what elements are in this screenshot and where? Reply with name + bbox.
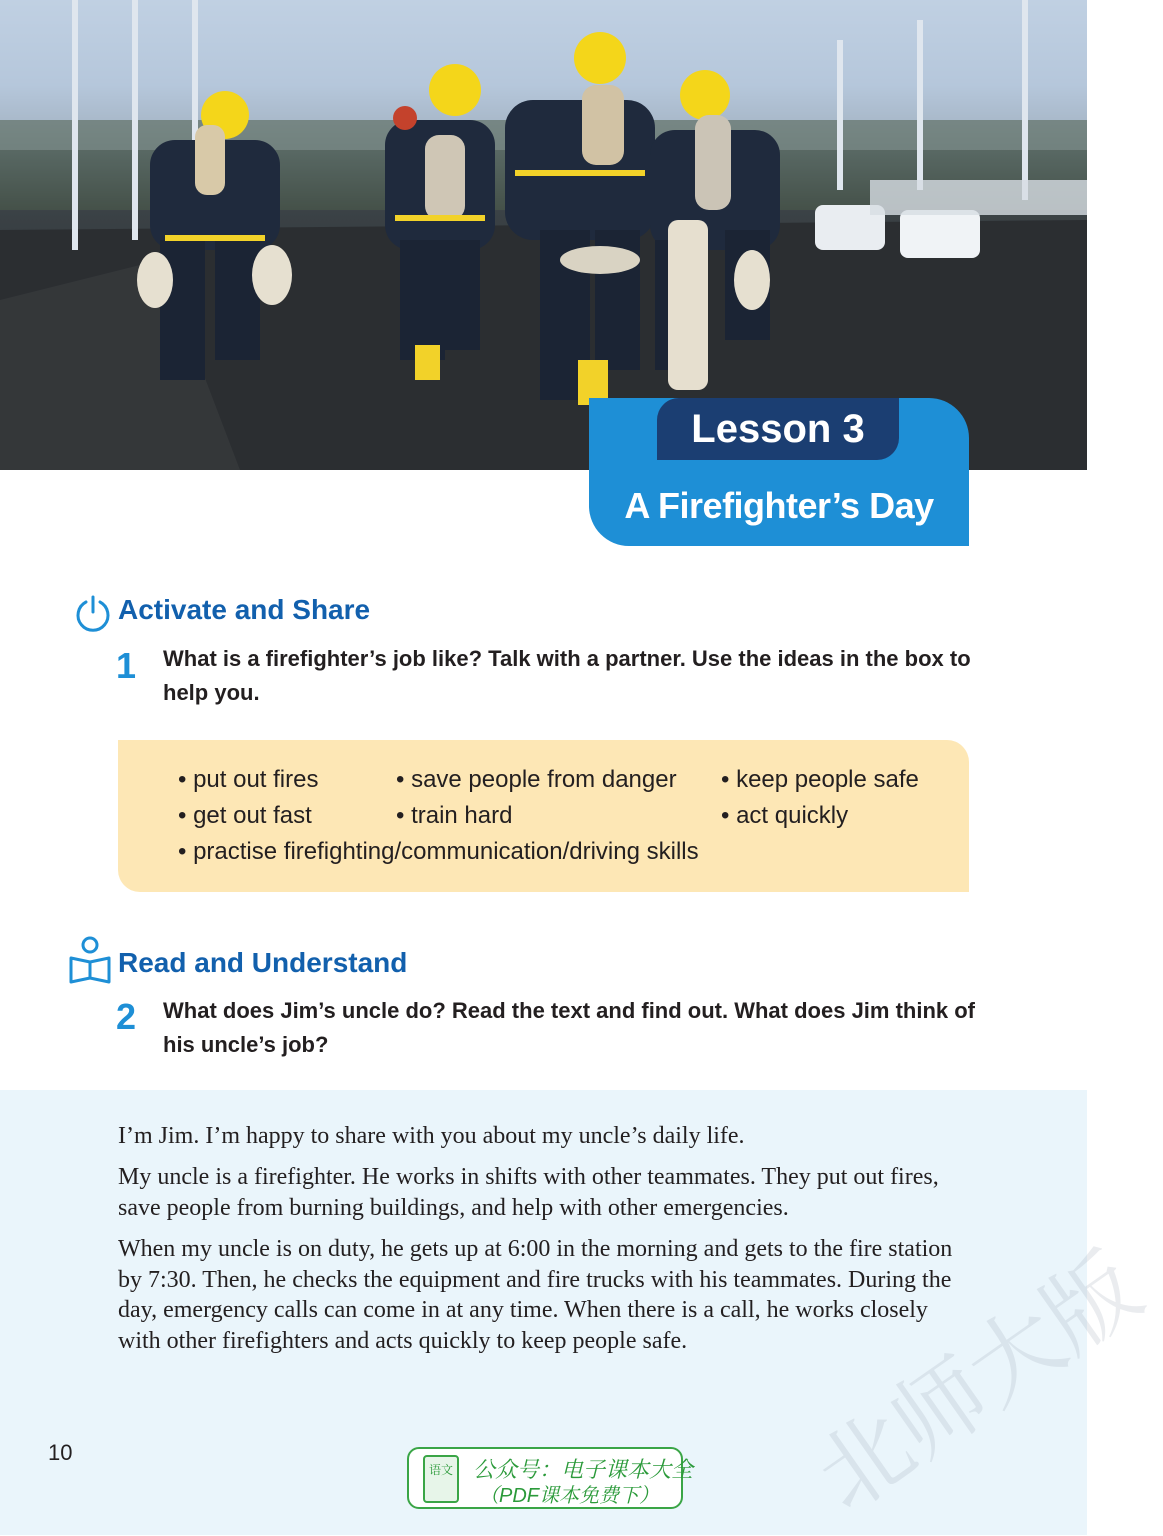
reading-paragraph: My uncle is a firefighter. He works in shifts with other teammates. They put out fires, save people from burning buildings, and help with other emergencies. <box>118 1164 939 1221</box>
lesson-label: Lesson 3 <box>657 398 899 460</box>
reading-paragraph: I’m Jim. I’m happy to share with you about my uncle’s daily life. <box>118 1123 745 1149</box>
badge-line-2: （PDF课本免费下） <box>479 1485 659 1507</box>
idea-item: • get out fast <box>178 802 312 829</box>
book-icon <box>423 1455 459 1503</box>
reader-icon <box>67 936 113 986</box>
badge-icon-text: 语文 <box>428 1463 453 1477</box>
source-badge <box>407 1447 694 1509</box>
idea-item: • train hard <box>396 802 513 829</box>
ideas-box <box>118 740 969 892</box>
reading-paragraph: When my uncle is on duty, he gets up at 6:00 in the morning and gets to the fire station by 7:30. Then, he checks the equipment and fire trucks with his teammates. During the day, emergency calls can come in at any time. When there is a call, he works closely with other firefighters and acts quickly to keep people safe. <box>118 1236 953 1354</box>
task-text-1: What is a firefighter’s job like? Talk with a partner. Use the ideas in the box to help you. <box>163 646 971 705</box>
task-text-2: What does Jim’s uncle do? Read the text and find out. What does Jim think of his uncle’s job? <box>163 998 976 1057</box>
idea-item: • act quickly <box>721 802 849 829</box>
watermark-text: 北师大版 <box>796 1232 1160 1532</box>
section-heading-activate: Activate and Share <box>118 594 371 625</box>
badge-line-1: 公众号：电子课本大全 <box>473 1457 694 1482</box>
power-icon <box>74 594 112 632</box>
task-number-1: 1 <box>116 645 137 686</box>
lesson-title: A Firefighter’s Day <box>624 485 934 526</box>
idea-item: • practise firefighting/communication/driving skills <box>178 838 699 865</box>
idea-item: • put out fires <box>178 766 319 793</box>
idea-item: • save people from danger <box>396 766 677 793</box>
page-number: 10 <box>48 1440 73 1465</box>
section-heading-read: Read and Understand <box>118 947 408 978</box>
task-number-2: 2 <box>116 996 137 1037</box>
idea-item: • keep people safe <box>721 766 919 793</box>
